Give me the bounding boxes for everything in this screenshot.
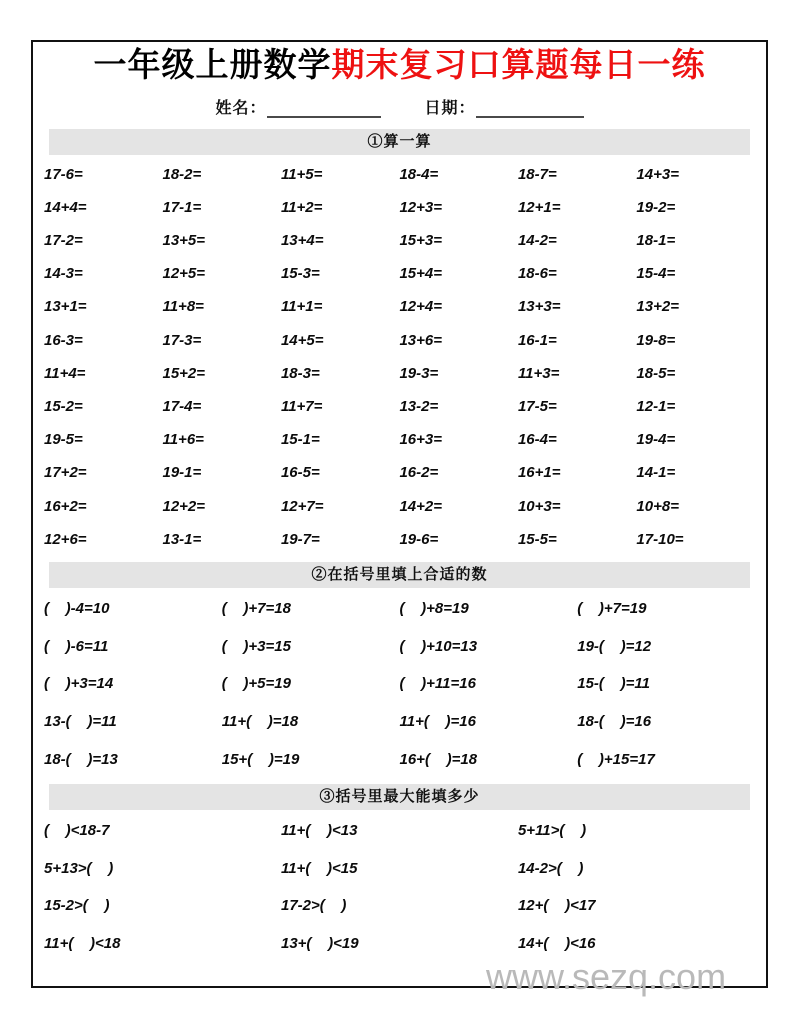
problem-cell[interactable]: 11+1= <box>280 298 323 316</box>
section-header-2: ②在括号里填上合适的数 <box>49 562 750 588</box>
problem-cell[interactable]: 10+3= <box>517 497 561 515</box>
problem-row <box>44 158 755 191</box>
problem-cell[interactable]: 13+4= <box>280 232 324 250</box>
problem-cell[interactable]: 10+8= <box>636 497 679 515</box>
problem-cell[interactable]: 19-6= <box>399 530 439 548</box>
problem-cell[interactable]: 19-4= <box>636 431 676 449</box>
problem-cell[interactable]: 16-1= <box>517 331 557 349</box>
problem-cell[interactable]: 17-6= <box>44 165 83 183</box>
student-meta-row <box>33 95 766 118</box>
problem-cell[interactable]: 14-2= <box>517 232 557 250</box>
problem-row <box>44 390 755 423</box>
problem-cell[interactable]: 11+( )=16 <box>399 712 476 730</box>
problem-cell[interactable]: ( )+3=14 <box>44 675 114 693</box>
problem-cell[interactable]: 15-( )=11 <box>577 675 650 693</box>
problem-cell[interactable]: 14-1= <box>636 464 676 482</box>
problem-cell[interactable]: 16-4= <box>517 431 557 449</box>
problem-cell[interactable]: ( )+3=15 <box>221 637 291 655</box>
problem-cell[interactable]: ( )+15=17 <box>577 750 655 768</box>
problem-row <box>44 324 755 357</box>
problem-row <box>44 523 755 556</box>
problem-cell[interactable]: 17-2>( ) <box>280 897 347 915</box>
problem-cell[interactable]: 12+3= <box>399 198 442 216</box>
problem-cell[interactable]: ( )-6=11 <box>44 637 109 655</box>
problem-cell[interactable]: 15-4= <box>636 265 676 283</box>
problem-cell[interactable]: 16-2= <box>399 464 439 482</box>
problem-cell[interactable]: 12+7= <box>280 497 324 515</box>
problem-cell[interactable]: 14+5= <box>280 331 324 349</box>
problem-cell[interactable]: 13-2= <box>399 398 439 416</box>
problem-cell[interactable]: 11+( )<13 <box>280 822 358 840</box>
page-title-black-part: 一年级上册数学 <box>93 48 332 84</box>
problem-cell[interactable]: 13+1= <box>44 298 87 316</box>
section-1-problem-grid <box>33 155 766 556</box>
problem-cell[interactable]: 11+( )<15 <box>280 859 358 877</box>
problem-row <box>44 703 755 741</box>
problem-cell[interactable]: 18-( )=13 <box>44 750 118 768</box>
problem-cell[interactable]: 19-5= <box>44 431 83 449</box>
problem-cell[interactable]: 11+8= <box>162 298 204 316</box>
problem-cell[interactable]: 14+2= <box>399 497 442 515</box>
problem-cell[interactable]: 18-( )=16 <box>577 712 652 730</box>
date-input[interactable] <box>476 101 584 118</box>
page-title <box>33 49 766 84</box>
problem-cell[interactable]: 13-1= <box>162 530 202 548</box>
page-title-red-part: 期末复习口算题每日一练 <box>331 48 706 84</box>
problem-row <box>44 665 755 703</box>
problem-cell[interactable]: 15+4= <box>399 265 442 283</box>
problem-cell[interactable]: 16-5= <box>280 464 320 482</box>
problem-cell[interactable]: 11+7= <box>280 398 323 416</box>
problem-cell[interactable]: ( )+5=19 <box>221 675 291 693</box>
problem-cell[interactable]: ( )+11=16 <box>399 675 476 693</box>
problem-cell[interactable]: 15+3= <box>399 232 442 250</box>
problem-cell[interactable]: 16+1= <box>517 464 561 482</box>
problem-cell[interactable]: 12+( )<17 <box>517 897 596 915</box>
problem-cell[interactable]: 15+2= <box>162 364 206 382</box>
problem-cell[interactable]: 16-3= <box>44 331 83 349</box>
problem-cell[interactable]: 18-5= <box>636 364 676 382</box>
problem-cell[interactable]: 18-2= <box>162 165 202 183</box>
problem-cell[interactable]: 11+2= <box>280 198 323 216</box>
section-header-1: ①算一算 <box>49 129 750 155</box>
section-2-problem-grid <box>33 588 766 778</box>
problem-cell[interactable]: 5+13>( ) <box>44 859 114 877</box>
problem-cell[interactable]: 17-2= <box>44 232 83 250</box>
problem-row <box>44 490 755 523</box>
problem-cell[interactable]: 11+4= <box>44 364 86 382</box>
problem-cell[interactable]: 18-6= <box>517 265 557 283</box>
problem-row <box>44 627 755 665</box>
problem-cell[interactable]: 13+6= <box>399 331 442 349</box>
problem-cell[interactable]: 11+5= <box>280 165 323 183</box>
problem-cell[interactable]: 12+5= <box>162 265 206 283</box>
problem-row <box>44 224 755 257</box>
problem-row <box>44 849 755 887</box>
problem-cell[interactable]: 13+( )<19 <box>280 934 359 952</box>
problem-cell[interactable]: ( )-4=10 <box>44 600 110 618</box>
problem-cell[interactable]: 12+1= <box>517 198 561 216</box>
problem-row <box>44 423 755 456</box>
problem-row <box>44 740 755 778</box>
problem-cell[interactable]: 17-1= <box>162 198 202 216</box>
problem-cell[interactable]: 18-4= <box>399 165 439 183</box>
problem-cell[interactable]: 13+3= <box>517 298 561 316</box>
site-watermark: www.sezq.com <box>486 956 727 997</box>
problem-cell[interactable]: 14-3= <box>44 265 83 283</box>
problem-row <box>44 887 755 925</box>
problem-cell[interactable]: 18-3= <box>280 364 320 382</box>
problem-row <box>44 357 755 390</box>
problem-cell[interactable]: 15-5= <box>517 530 557 548</box>
problem-cell[interactable]: 17-10= <box>636 530 684 548</box>
problem-cell[interactable]: 18-7= <box>517 165 557 183</box>
problem-row <box>44 290 755 323</box>
problem-row <box>44 257 755 290</box>
problem-cell[interactable]: 17+2= <box>44 464 87 482</box>
problem-row <box>44 812 755 850</box>
problem-cell[interactable]: 14+( )<16 <box>517 934 596 952</box>
problem-cell[interactable]: ( )+7=19 <box>577 600 647 618</box>
problem-cell[interactable]: 19-1= <box>162 464 202 482</box>
problem-cell[interactable]: ( )+7=18 <box>221 600 291 618</box>
problem-cell[interactable]: ( )+8=19 <box>399 600 469 618</box>
date-label: 日期： <box>424 99 476 117</box>
problem-cell[interactable]: 16+3= <box>399 431 442 449</box>
problem-cell[interactable]: 12+4= <box>399 298 442 316</box>
problem-cell[interactable]: ( )<18-7 <box>44 822 110 840</box>
problem-cell[interactable]: 11+( )=18 <box>221 712 299 730</box>
problem-row <box>44 590 755 628</box>
problem-cell[interactable]: 19-2= <box>636 198 676 216</box>
problem-cell[interactable]: 17-5= <box>517 398 557 416</box>
problem-cell[interactable]: 13+5= <box>162 232 206 250</box>
problem-cell[interactable]: ( )+10=13 <box>399 637 478 655</box>
problem-cell[interactable]: 15-3= <box>280 265 320 283</box>
problem-cell[interactable]: 15-1= <box>280 431 320 449</box>
problem-cell[interactable]: 12+6= <box>44 530 87 548</box>
problem-cell[interactable]: 16+2= <box>44 497 87 515</box>
problem-cell[interactable]: 11+6= <box>162 431 204 449</box>
problem-cell[interactable]: 5+11>( ) <box>517 822 587 840</box>
problem-cell[interactable]: 18-1= <box>636 232 676 250</box>
problem-cell[interactable]: 14-2>( ) <box>517 859 584 877</box>
problem-cell[interactable]: 15-2= <box>44 398 83 416</box>
problem-cell[interactable]: 11+3= <box>517 364 560 382</box>
problem-cell[interactable]: 19-8= <box>636 331 676 349</box>
problem-cell[interactable]: 14+3= <box>636 165 679 183</box>
problem-row <box>44 456 755 489</box>
problem-cell[interactable]: 19-( )=12 <box>577 637 652 655</box>
section-header-3: ③括号里最大能填多少 <box>49 784 750 810</box>
problem-cell[interactable]: 17-3= <box>162 331 202 349</box>
problem-cell[interactable]: 17-4= <box>162 398 202 416</box>
problem-cell[interactable]: 11+( )<18 <box>44 934 121 952</box>
problem-cell[interactable]: 19-3= <box>399 364 439 382</box>
section-3-problem-grid <box>33 810 766 962</box>
problem-cell[interactable]: 16+( )=18 <box>399 750 478 768</box>
problem-cell[interactable]: 13-( )=11 <box>44 712 117 730</box>
name-input[interactable] <box>267 101 381 118</box>
worksheet-page <box>31 40 768 988</box>
problem-cell[interactable]: 15-2>( ) <box>44 897 110 915</box>
name-label: 姓名： <box>215 99 267 117</box>
problem-cell[interactable]: 12+2= <box>162 497 206 515</box>
problem-cell[interactable]: 15+( )=19 <box>221 750 300 768</box>
problem-cell[interactable]: 13+2= <box>636 298 679 316</box>
problem-row <box>44 191 755 224</box>
problem-cell[interactable]: 14+4= <box>44 198 87 216</box>
problem-cell[interactable]: 12-1= <box>636 398 676 416</box>
problem-cell[interactable]: 19-7= <box>280 530 320 548</box>
